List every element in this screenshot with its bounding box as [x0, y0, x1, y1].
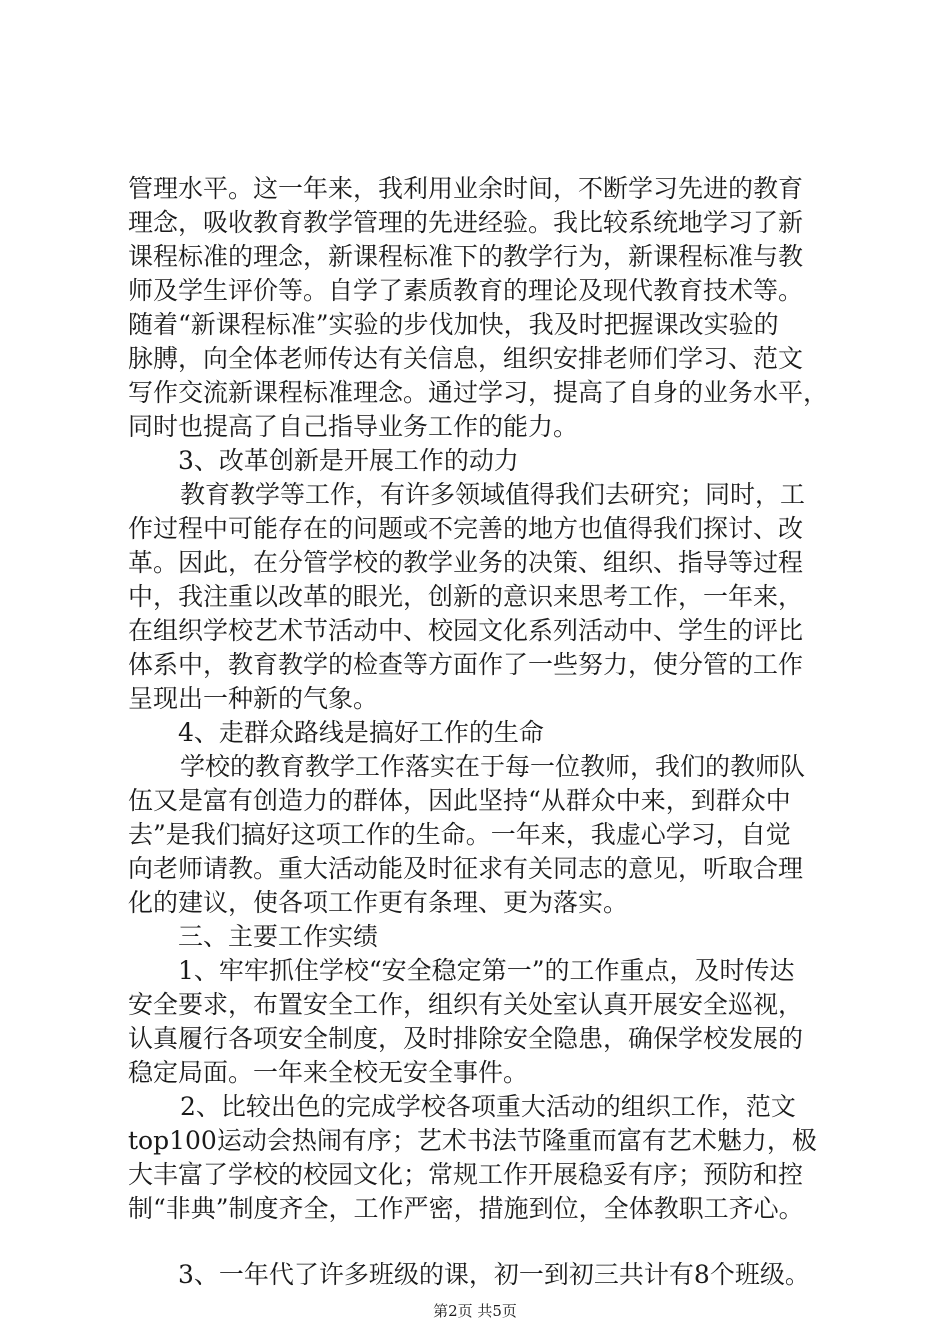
body-line: top100运动会热闹有序；艺术书法节隆重而富有艺术魅力，极 [128, 1126, 817, 1155]
body-line: 教育教学等工作，有许多领域值得我们去研究；同时，工 [180, 480, 806, 509]
body-line: 向老师请教。重大活动能及时征求有关同志的意见，听取合理 [128, 854, 804, 883]
body-line: 去”是我们搞好这项工作的生命。一年来，我虚心学习，自觉 [128, 820, 791, 849]
page-number-footer: 第2页 共5页 [433, 1302, 517, 1320]
body-line: 写作交流新课程标准理念。通过学习，提高了自身的业务水平， [128, 378, 829, 407]
body-line: 管理水平。这一年来，我利用业余时间，不断学习先进的教育 [128, 174, 804, 203]
section-heading: 3、改革创新是开展工作的动力 [178, 446, 519, 475]
body-line: 理念，吸收教育教学管理的先进经验。我比较系统地学习了新 [128, 208, 804, 237]
body-line: 脉膊，向全体老师传达有关信息，组织安排老师们学习、范文 [128, 344, 804, 373]
body-line: 随着“新课程标准”实验的步伐加快，我及时把握课改实验的 [128, 310, 779, 339]
body-line: 同时也提高了自己指导业务工作的能力。 [128, 412, 579, 441]
body-line: 3、一年代了许多班级的课，初一到初三共计有8个班级。 [178, 1260, 810, 1289]
section-heading: 4、走群众路线是搞好工作的生命 [178, 718, 544, 747]
body-line: 稳定局面。一年来全校无安全事件。 [128, 1058, 529, 1087]
section-heading: 三、主要工作实绩 [178, 922, 379, 951]
body-line: 大丰富了学校的校园文化；常规工作开展稳妥有序；预防和控 [128, 1160, 804, 1189]
body-line: 在组织学校艺术节活动中、校园文化系列活动中、学生的评比 [128, 616, 804, 645]
body-line: 伍又是富有创造力的群体，因此坚持“从群众中来，到群众中 [128, 786, 791, 815]
body-line: 制“非典”制度齐全，工作严密，措施到位，全体教职工齐心。 [128, 1194, 804, 1223]
body-line: 中，我注重以改革的眼光，创新的意识来思考工作，一年来， [128, 582, 804, 611]
body-line: 课程标准的理念，新课程标准下的教学行为，新课程标准与教 [128, 242, 804, 271]
body-line: 革。因此，在分管学校的教学业务的决策、组织、指导等过程 [128, 548, 804, 577]
body-line: 安全要求，布置安全工作，组织有关处室认真开展安全巡视， [128, 990, 804, 1019]
body-line: 1、牢牢抓住学校“安全稳定第一”的工作重点，及时传达 [178, 956, 795, 985]
body-line: 作过程中可能存在的问题或不完善的地方也值得我们探讨、改 [128, 514, 804, 543]
body-line: 化的建议，使各项工作更有条理、更为落实。 [128, 888, 629, 917]
body-line: 2、比较出色的完成学校各项重大活动的组织工作，范文 [180, 1092, 796, 1121]
body-line: 学校的教育教学工作落实在于每一位教师，我们的教师队 [180, 752, 806, 781]
body-line: 呈现出一种新的气象。 [128, 684, 379, 713]
body-line: 体系中，教育教学的检查等方面作了一些努力，使分管的工作 [128, 650, 804, 679]
body-line: 认真履行各项安全制度，及时排除安全隐患，确保学校发展的 [128, 1024, 804, 1053]
body-line: 师及学生评价等。自学了素质教育的理论及现代教育技术等。 [128, 276, 804, 305]
